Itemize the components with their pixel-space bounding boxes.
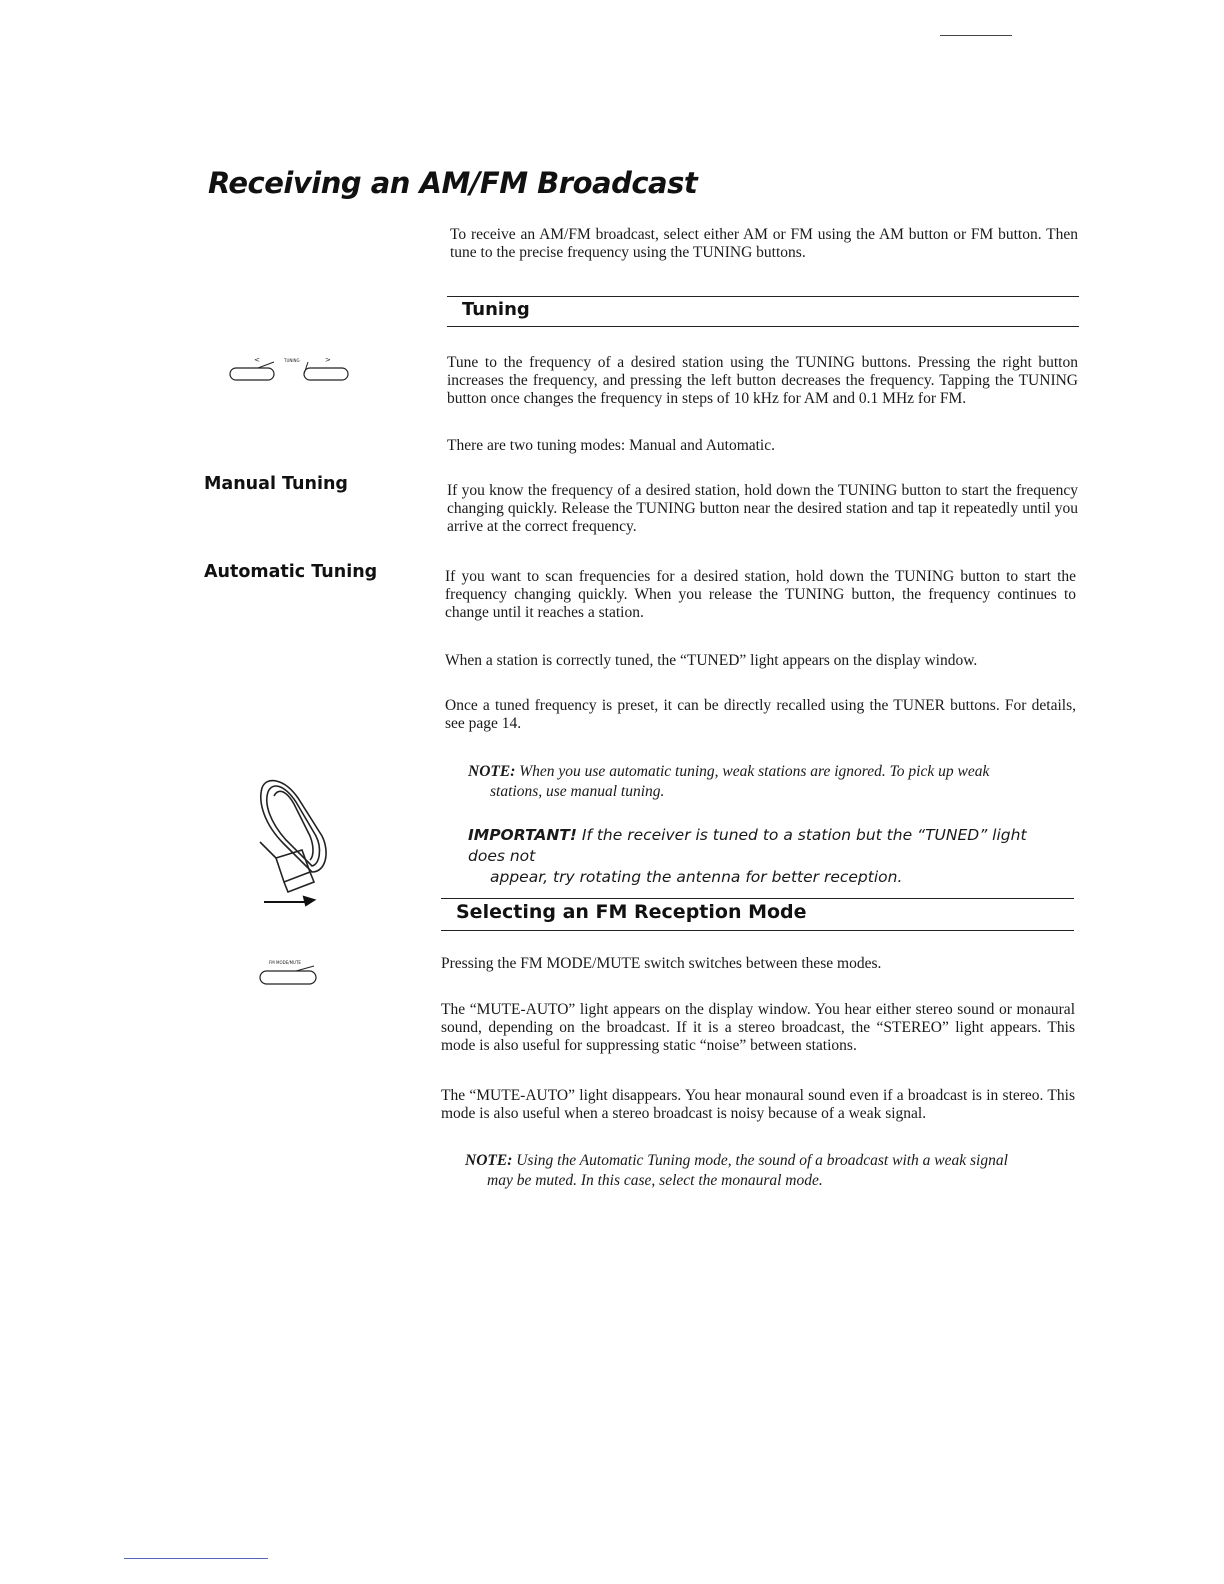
tuning-paragraph-1: Tune to the frequency of a desired station using the TUNING buttons. Pressing the right button increases the frequency, and pressing the left button decreases the frequency. Tapping the TUNING button once changes the frequency in steps of 10 kHz for AM and 0.1 MHz for FM.	[447, 354, 1078, 407]
fm-mode-rule-bottom	[441, 930, 1074, 931]
fm-mode-paragraph-2: The “MUTE-AUTO” light appears on the display window. You hear either stereo sound or monaural sound, depending on the broadcast. If it is a stereo broadcast, the “STEREO” light appears. This mode is also useful for suppressing static “noise” between stations.	[441, 1001, 1075, 1054]
important-line-1: If the receiver is tuned to a station but the “TUNED” light does not	[468, 826, 1027, 865]
fm-mode-paragraph-3: The “MUTE-AUTO” light disappears. You hear monaural sound even if a broadcast is in stereo. This mode is also useful when a stereo broadcast is noisy because of a weak signal.	[441, 1087, 1075, 1122]
note-2-line-2: may be muted. In this case, select the monaural mode.	[487, 1172, 823, 1189]
note-line-1: When you use automatic tuning, weak stations are ignored. To pick up weak	[519, 763, 990, 780]
important-label: IMPORTANT!	[468, 826, 577, 844]
note-weak-signal	[465, 1151, 1075, 1191]
tuning-buttons-illustration	[228, 354, 352, 386]
tuned-light-paragraph: When a station is correctly tuned, the “TUNED” light appears on the display window.	[445, 652, 978, 669]
intro-paragraph: To receive an AM/FM broadcast, select either AM or FM using the AM button or FM button. Then tune to the precise frequency using the TUNING buttons.	[450, 226, 1078, 261]
fm-mode-heading: Selecting an FM Reception Mode	[456, 901, 807, 923]
top-scan-mark	[940, 35, 1012, 36]
fm-mode-paragraph-1: Pressing the FM MODE/MUTE switch switches between these modes.	[441, 955, 882, 972]
page-title: Receiving an AM/FM Broadcast	[208, 166, 698, 200]
tuning-rule-top	[447, 296, 1079, 297]
fm-mode-mute-button-label: FM MODE/MUTE	[269, 960, 301, 965]
note-line-2: stations, use manual tuning.	[490, 783, 665, 800]
bottom-scan-mark	[124, 1558, 268, 1559]
fm-mode-rule-top	[441, 898, 1074, 899]
tuning-heading: Tuning	[462, 299, 530, 320]
loop-antenna-illustration	[254, 774, 338, 910]
automatic-tuning-heading: Automatic Tuning	[204, 562, 378, 582]
note-2-label: NOTE:	[465, 1152, 513, 1169]
fm-mode-mute-button-icon	[260, 966, 316, 984]
left-arrow-icon: <	[254, 356, 260, 364]
note-automatic-tuning	[468, 762, 1068, 802]
manual-tuning-heading: Manual Tuning	[204, 474, 348, 494]
important-notice	[468, 825, 1068, 888]
note-2-line-1: Using the Automatic Tuning mode, the sound of a broadcast with a weak signal	[516, 1152, 1008, 1169]
note-label: NOTE:	[468, 763, 516, 780]
right-tuning-button-icon	[304, 362, 348, 380]
left-tuning-button-icon	[230, 362, 274, 380]
antenna-rotation-arrow-icon	[264, 897, 314, 905]
manual-tuning-paragraph: If you know the frequency of a desired station, hold down the TUNING button to start the frequency changing quickly. Release the TUNING button near the desired station and tap it repeatedly until you arrive at the correct frequency.	[447, 482, 1078, 535]
automatic-tuning-paragraph: If you want to scan frequencies for a desired station, hold down the TUNING button to start the frequency changing quickly. When you release the TUNING button, the frequency continues to change until it reaches a station.	[445, 568, 1076, 621]
important-line-2: appear, try rotating the antenna for better reception.	[490, 868, 903, 886]
tuning-rule-bottom	[447, 326, 1079, 327]
tuning-button-label: TUNING	[284, 358, 300, 363]
fm-mode-mute-button-illustration	[256, 958, 322, 988]
tuning-paragraph-2: There are two tuning modes: Manual and Automatic.	[447, 437, 775, 454]
right-arrow-icon: >	[325, 356, 331, 364]
preset-paragraph: Once a tuned frequency is preset, it can be directly recalled using the TUNER buttons. For details, see page 14.	[445, 697, 1076, 732]
loop-antenna-icon	[260, 781, 326, 892]
